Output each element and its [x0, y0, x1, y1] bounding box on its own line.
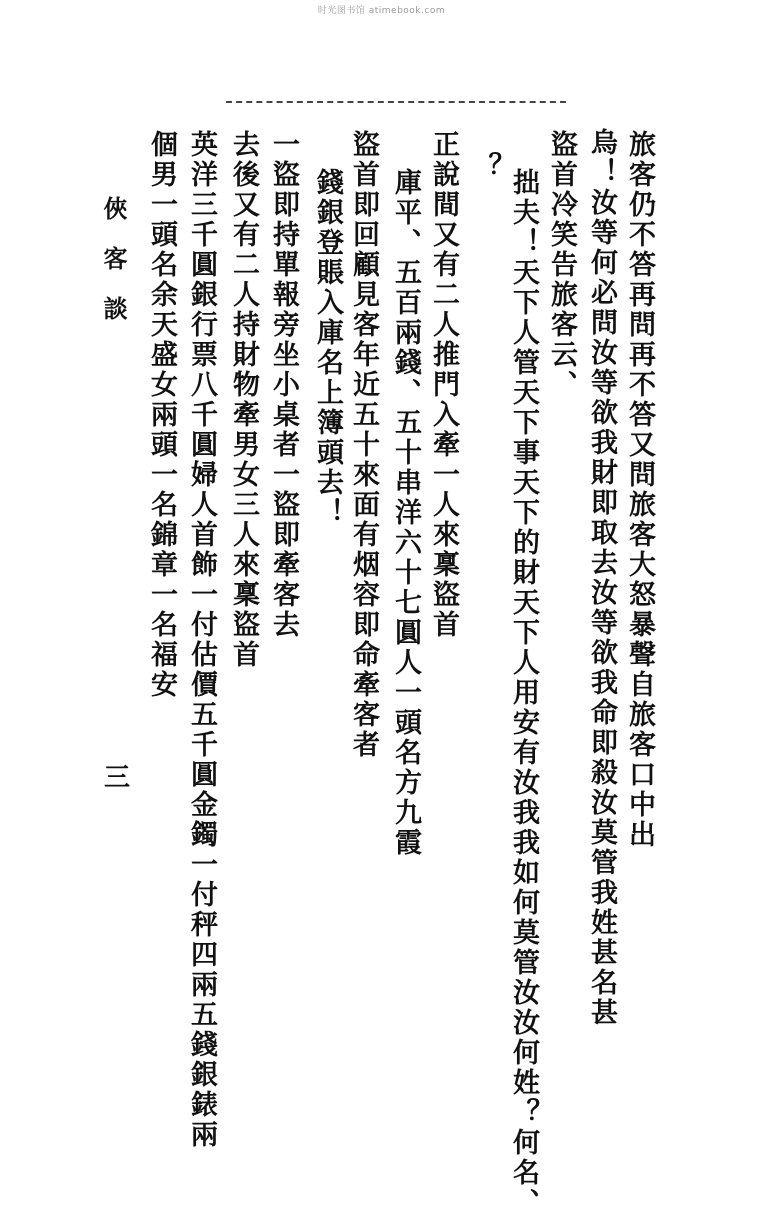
text-column-13: 個男一頭名余天盛女兩頭一名錦章一名福安 — [146, 130, 177, 700]
text-column-7: 庫平、五百兩錢、五十串洋六十七圓人一頭名方九霞 — [390, 168, 421, 858]
text-column-10: 一盜即持單報旁坐小桌者一盜即牽客去 — [268, 130, 299, 640]
text-column-4: 拙夫！天下人管天下事天下的財天下人用安有汝我我如何莫管汝汝何姓？何名、 — [508, 168, 539, 1218]
watermark: 时光图书馆 atimebook.com — [317, 6, 446, 16]
text-column-8: 盜首即回顧見客年近五十來面有烟容即命牽客者 — [348, 130, 379, 760]
text-column-1: 旅客仍不答再問再不答又問旅客大怒暴聲自旅客口中出 — [624, 130, 655, 850]
text-column-2: 烏！汝等何必問汝等欲我財即取去汝等欲我命即殺汝莫管我姓甚名甚 — [586, 128, 617, 1028]
text-column-5: ？ — [470, 152, 501, 182]
top-decorative-rule — [226, 101, 566, 103]
text-column-6: 正說間又有二人推門入牽一人來稟盜首 — [428, 130, 459, 640]
text-column-9: 錢銀登賬入庫名上簿頭去！ — [312, 168, 343, 528]
running-title: 俠客談 — [99, 196, 128, 346]
page-number: 三 — [104, 763, 131, 793]
text-column-12: 英洋三千圓銀行票八千圓婦人首飾一付估價五千圓金鐲一付秤四兩五錢銀錶兩 — [186, 130, 217, 1150]
text-column-11: 去後又有二人持財物牽男女三人來稟盜首 — [228, 130, 259, 670]
text-column-3: 盜首冷笑告旅客云、 — [546, 130, 577, 400]
